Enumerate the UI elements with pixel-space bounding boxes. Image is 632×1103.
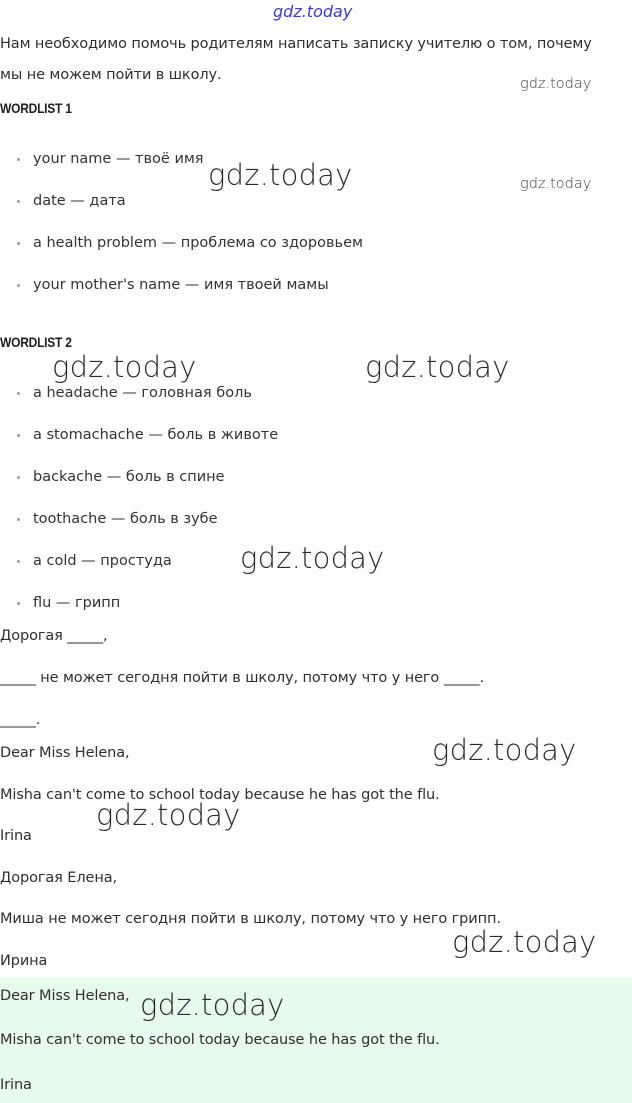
watermark-large-8: gdz.today [140,988,285,1022]
bullet [17,434,20,437]
note-ru-greeting: Дорогая Елена, [0,870,118,886]
bullet [17,560,20,563]
answer-body: Misha can't come to school today because he has got the flu. [0,1032,440,1048]
list-item: a health problem — проблема со здоровьем [33,235,363,251]
note-en-signature: Irina [0,828,32,844]
intro-line-2: мы не можем пойти в школу. [0,67,222,83]
bullet [17,518,20,521]
bullet [17,242,20,245]
list-item: flu — грипп [33,595,121,611]
template-line-2: _____ не может сегодня пойти в школу, потому что у него _____. [0,670,484,686]
note-en-body: Misha can't come to school today because he has got the flu. [0,787,440,803]
watermark-top: gdz.today [273,2,353,21]
watermark-small-2: gdz.today [520,176,592,192]
watermark-large-3: gdz.today [365,350,510,384]
list-item: your mother's name — имя твоей мамы [33,277,329,293]
watermark-small-1: gdz.today [520,76,592,92]
note-ru-body: Миша не может сегодня пойти в школу, потому что у него грипп. [0,911,501,927]
list-item: your name — твоё имя [33,151,204,167]
wordlist-2-heading: WORDLIST 2 [0,334,72,350]
template-line-3: _____. [0,712,41,728]
list-item: a headache — головная боль [33,385,252,401]
answer-box [0,977,632,1103]
note-ru-signature: Ирина [0,953,48,969]
list-item: toothache — боль в зубе [33,511,218,527]
list-item: date — дата [33,193,126,209]
intro-line-1: Нам необходимо помочь родителям написать записку учителю о том, почему [0,36,592,52]
watermark-large-5: gdz.today [432,733,577,767]
note-en-greeting: Dear Miss Helena, [0,745,130,761]
template-line-1: Дорогая _____, [0,628,108,644]
bullet [17,392,20,395]
bullet [17,476,20,479]
bullet [17,602,20,605]
answer-greeting: Dear Miss Helena, [0,988,130,1004]
list-item: backache — боль в спине [33,469,225,485]
watermark-large-1: gdz.today [208,158,353,192]
list-item: a stomachache — боль в животе [33,427,279,443]
watermark-large-6: gdz.today [96,798,241,832]
watermark-large-4: gdz.today [240,541,385,575]
watermark-large-2: gdz.today [52,350,197,384]
watermark-large-7: gdz.today [452,925,597,959]
answer-signature: Irina [0,1077,32,1093]
bullet [17,200,20,203]
bullet [17,284,20,287]
list-item: a cold — простуда [33,553,172,569]
wordlist-1-heading: WORDLIST 1 [0,100,72,116]
bullet [17,158,20,161]
